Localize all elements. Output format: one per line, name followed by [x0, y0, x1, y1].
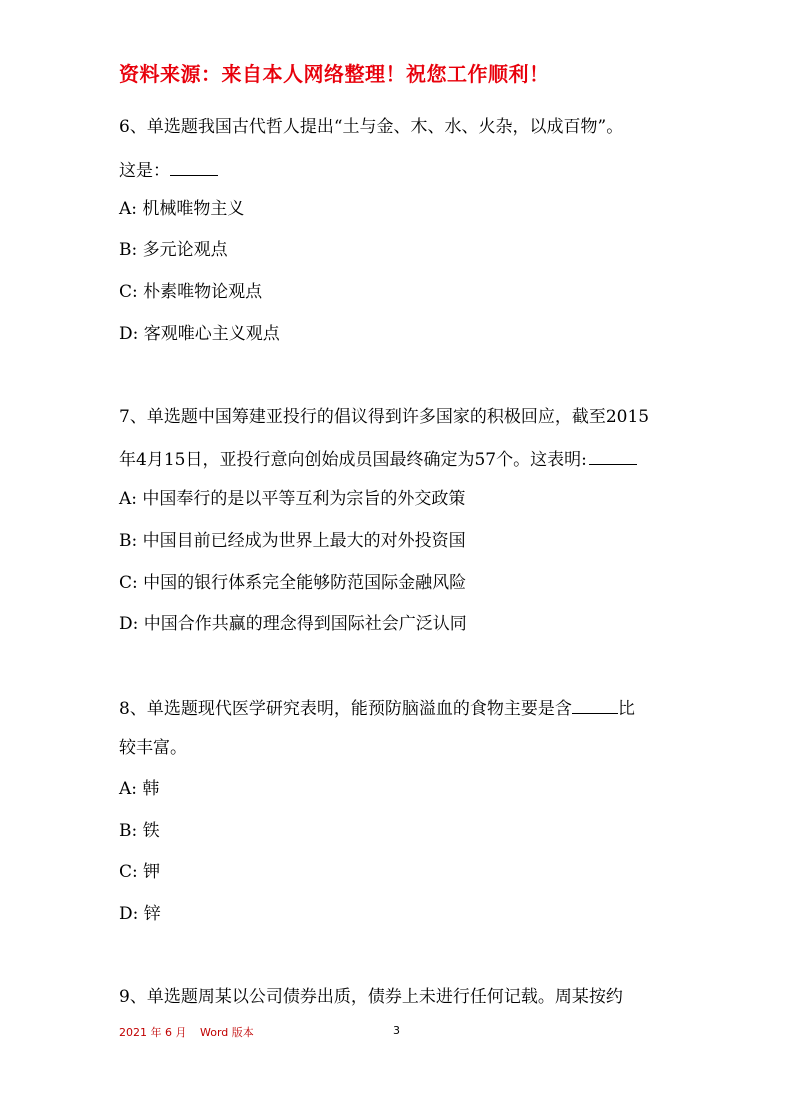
question-6-option-b: B: 多元论观点	[119, 240, 228, 260]
question-6-option-c: C: 朴素唯物论观点	[119, 282, 263, 302]
question-7-stem-text: 年4月15日，亚投行意向创始成员国最终确定为57个。这表明:	[119, 450, 587, 470]
question-9-stem-line1: 9、单选题周某以公司债券出质，债券上未进行任何记载。周某按约	[119, 987, 623, 1007]
footer-version: Word 版本	[200, 1026, 254, 1039]
question-6-option-d: D: 客观唯心主义观点	[119, 324, 280, 344]
question-7-option-b: B: 中国目前已经成为世界上最大的对外投资国	[119, 531, 466, 551]
question-6-stem-line2	[119, 157, 218, 183]
answer-blank	[572, 695, 618, 714]
question-7-option-a: A: 中国奉行的是以平等互利为宗旨的外交政策	[119, 489, 466, 509]
question-6-stem-line1: 6、单选题我国古代哲人提出“土与金、木、水、火杂，以成百物”。	[119, 117, 624, 137]
answer-blank	[170, 157, 218, 176]
question-7-stem-line1: 7、单选题中国筹建亚投行的倡议得到许多国家的积极回应，截至2015	[119, 407, 650, 427]
question-7-option-c: C: 中国的银行体系完全能够防范国际金融风险	[119, 573, 467, 593]
question-8-option-c: C: 钾	[119, 862, 161, 882]
page-number: 3	[393, 1024, 400, 1037]
source-banner: 资料来源：来自本人网络整理！祝您工作顺利！	[119, 62, 550, 86]
answer-blank	[589, 446, 637, 465]
question-7-stem-line2	[119, 446, 637, 472]
question-8-stem-text: 8、单选题现代医学研究表明，能预防脑溢血的食物主要是含	[119, 699, 572, 719]
question-6-option-a: A: 机械唯物主义	[119, 199, 245, 219]
question-6-stem-text: 这是：	[119, 161, 170, 181]
question-8-stem-tail: 比	[617, 699, 635, 719]
question-8-stem-line2: 较丰富。	[119, 738, 187, 758]
question-8-stem-line1	[119, 695, 635, 721]
question-8-option-a: A: 韩	[119, 779, 160, 799]
question-8-option-d: D: 锌	[119, 904, 161, 924]
question-7-option-d: D: 中国合作共赢的理念得到国际社会广泛认同	[119, 614, 467, 634]
question-8-option-b: B: 铁	[119, 821, 160, 841]
footer-date: 2021 年 6 月	[119, 1026, 187, 1039]
